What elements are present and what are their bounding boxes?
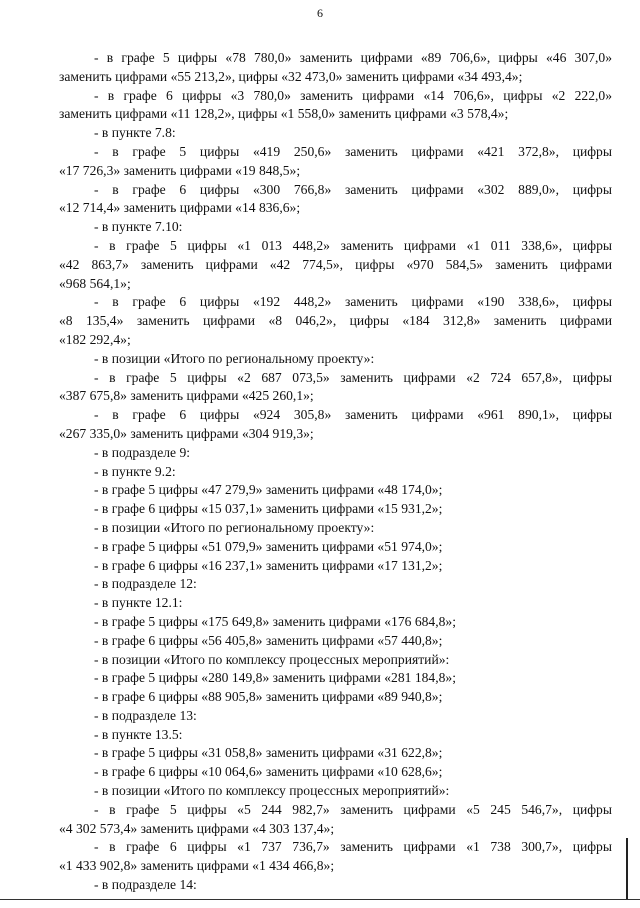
text-line: - в подразделе 12: [94, 576, 197, 592]
text-line: - в пункте 9.2: [94, 463, 176, 479]
text-line: «267 335,0» заменить цифрами «304 919,3»; [59, 425, 314, 441]
text-line: - в графе 5 цифры «175 649,8» заменить цифрами «176 684,8»; [94, 613, 456, 629]
scan-edge-mark [626, 838, 628, 900]
text-line: заменить цифрами «55 213,2», цифры «32 473,0» заменить цифрами «34 493,4»; [59, 68, 523, 84]
text-line: «182 292,4»; [59, 331, 131, 347]
text-line: - в графе 5 цифры «2 687 073,5» заменить цифрами «2 724 657,8», цифры [94, 369, 612, 385]
text-line: - в графе 5 цифры «47 279,9» заменить цифрами «48 174,0»; [94, 482, 443, 498]
text-line: - в графе 6 цифры «1 737 736,7» заменить цифрами «1 738 300,7», цифры [94, 839, 612, 855]
text-line: - в позиции «Итого по комплексу процессных мероприятий»: [94, 651, 450, 667]
text-line: - в графе 5 цифры «419 250,6» заменить цифрами «421 372,8», цифры [94, 143, 612, 159]
text-line: «17 726,3» заменить цифрами «19 848,5»; [59, 162, 301, 178]
text-line: - в подразделе 9: [94, 444, 191, 460]
text-line: - в графе 6 цифры «300 766,8» заменить цифрами «302 889,0», цифры [94, 181, 612, 197]
text-line: «387 675,8» заменить цифрами «425 260,1»; [59, 388, 314, 404]
text-line: - в графе 6 цифры «88 905,8» заменить цифрами «89 940,8»; [94, 689, 443, 705]
text-line: «1 433 902,8» заменить цифрами «1 434 466,8»; [59, 858, 335, 874]
text-line: - в графе 5 цифры «5 244 982,7» заменить цифрами «5 245 546,7», цифры [94, 801, 612, 817]
text-line: «4 302 573,4» заменить цифрами «4 303 137,4»; [59, 820, 335, 836]
text-line: - в графе 6 цифры «192 448,2» заменить цифрами «190 338,6», цифры [94, 294, 612, 310]
text-line: - в позиции «Итого по региональному проекту»: [94, 350, 375, 366]
scan-bottom-rule [0, 899, 640, 900]
text-line: - в графе 6 цифры «10 064,6» заменить цифрами «10 628,6»; [94, 764, 443, 780]
page-number: 6 [317, 6, 323, 20]
text-line: «8 135,4» заменить цифрами «8 046,2», цифры «184 312,8» заменить цифрами [59, 313, 612, 329]
text-line: - в пункте 12.1: [94, 595, 183, 611]
text-line: - в графе 5 цифры «1 013 448,2» заменить цифрами «1 011 338,6», цифры [94, 237, 612, 253]
text-line: - в графе 5 цифры «31 058,8» заменить цифрами «31 622,8»; [94, 745, 443, 761]
text-line: - в графе 6 цифры «16 237,1» заменить цифрами «17 131,2»; [94, 557, 443, 573]
text-line: - в графе 5 цифры «51 079,9» заменить цифрами «51 974,0»; [94, 538, 443, 554]
text-line: - в графе 6 цифры «924 305,8» заменить цифрами «961 890,1», цифры [94, 407, 612, 423]
text-line: - в графе 6 цифры «56 405,8» заменить цифрами «57 440,8»; [94, 632, 443, 648]
text-line: - в графе 6 цифры «3 780,0» заменить цифрами «14 706,6», цифры «2 222,0» [94, 87, 612, 103]
text-line: - в графе 5 цифры «280 149,8» заменить цифрами «281 184,8»; [94, 670, 456, 686]
text-line: - в пункте 7.8: [94, 125, 176, 141]
text-line: - в пункте 13.5: [94, 726, 183, 742]
document-body [59, 49, 612, 895]
text-line: - в подразделе 13: [94, 707, 197, 723]
text-line: - в графе 6 цифры «15 037,1» заменить цифрами «15 931,2»; [94, 501, 443, 517]
text-line: - в подразделе 14: [94, 877, 197, 893]
text-line: - в позиции «Итого по региональному проекту»: [94, 519, 375, 535]
text-line: - в графе 5 цифры «78 780,0» заменить цифрами «89 706,6», цифры «46 307,0» [94, 50, 612, 65]
text-line: - в пункте 7.10: [94, 219, 183, 235]
text-line: заменить цифрами «11 128,2», цифры «1 558,0» заменить цифрами «3 578,4»; [59, 106, 509, 122]
text-line: «12 714,4» заменить цифрами «14 836,6»; [59, 200, 301, 216]
text-line: «968 564,1»; [59, 275, 131, 291]
text-line: «42 863,7» заменить цифрами «42 774,5», цифры «970 584,5» заменить цифрами [59, 256, 612, 272]
text-line: - в позиции «Итого по комплексу процессных мероприятий»: [94, 783, 450, 799]
